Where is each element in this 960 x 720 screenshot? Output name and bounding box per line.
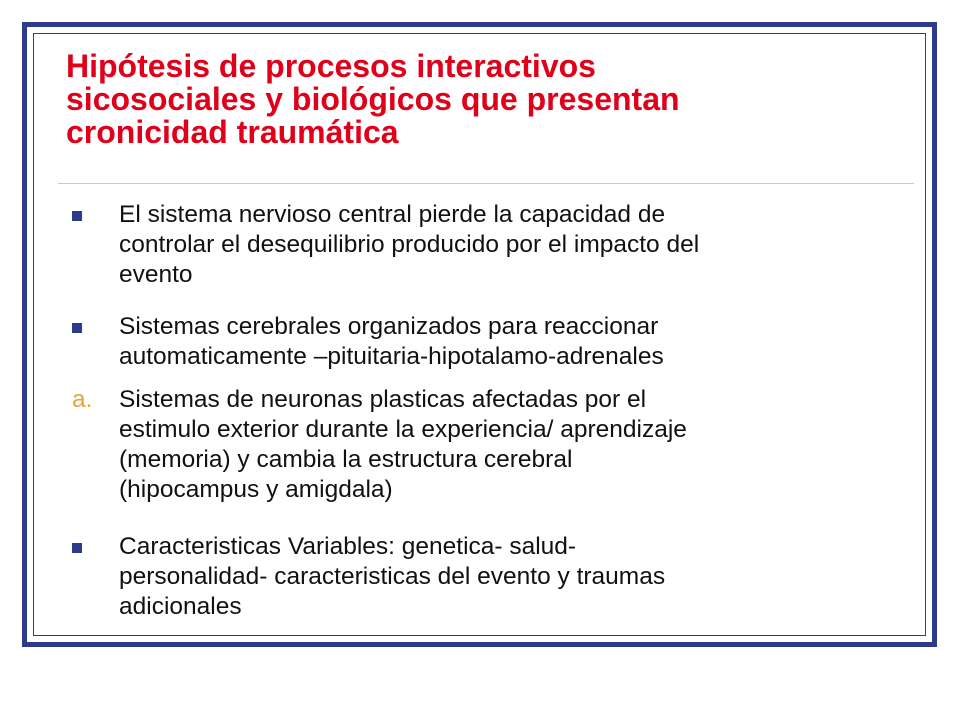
bullet-line: personalidad- caracteristicas del evento y traumas [119,563,666,590]
bullet-line: evento [119,261,193,288]
bullet-line: (hipocampus y amigdala) [119,476,393,503]
square-bullet-icon [72,211,82,221]
bullet-item [72,312,852,372]
slide-title-line: cronicidad traumática [66,114,399,150]
bullet-line: automaticamente –pituitaria-hipotalamo-adrenales [119,343,664,370]
bullet-item [72,200,852,290]
lettered-item [72,385,852,505]
slide-title-line: Hipótesis de procesos interactivos [66,48,596,84]
bullet-line: controlar el desequilibrio producido por el impacto del [119,231,700,258]
title-divider [58,183,914,184]
bullet-line: estimulo exterior durante la experiencia/ aprendizaje [119,416,687,443]
item-letter-marker: a. [72,386,93,413]
bullet-line: Sistemas cerebrales organizados para reaccionar [119,313,659,340]
square-bullet-icon [72,323,82,333]
bullet-item [72,532,852,622]
square-bullet-icon [72,543,82,553]
bullet-line: adicionales [119,593,242,620]
slide-title [66,50,866,149]
bullet-text [119,532,852,622]
bullet-text [119,312,852,372]
slide-title-line: sicosociales y biológicos que presentan [66,81,680,117]
bullet-text [119,385,852,505]
bullet-line: Sistemas de neuronas plasticas afectadas por el [119,386,647,413]
bullet-line: El sistema nervioso central pierde la capacidad de [119,201,666,228]
bullet-text [119,200,852,290]
bullet-line: (memoria) y cambia la estructura cerebral [119,446,573,473]
bullet-line: Caracteristicas Variables: genetica- salud- [119,533,577,560]
